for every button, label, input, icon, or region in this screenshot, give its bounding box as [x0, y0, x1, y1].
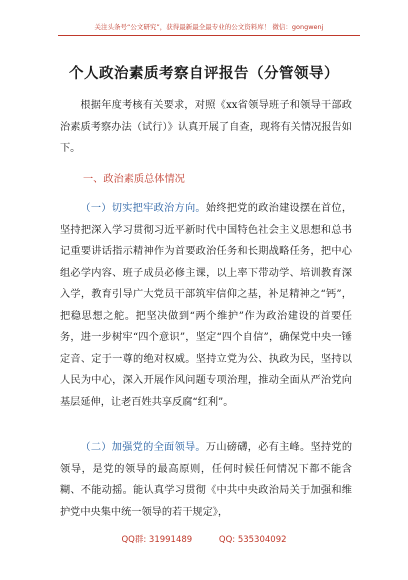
item-1-lead: （一）切实把牢政治方向。 — [80, 203, 206, 214]
header-banner: 关注头条号“公文研究”，获得最新最全最专业的公文资料库！ 微信：gongwenj — [94, 23, 324, 31]
section-heading: 一、政治素质总体情况 — [83, 174, 185, 185]
footer-qq-group: QQ群: 31991489 — [121, 535, 193, 545]
footer-qq: QQ: 535304092 — [218, 535, 287, 545]
item-2-lead: （二）加强党的全面领导。 — [80, 442, 206, 453]
header-divider — [58, 35, 360, 36]
item-1-body: 始终把党的政治建设摆在首位，坚持把深入学习贯彻习近平新时代中国特色社会主义思想和总书记重要讲话指示精神作为首要政治任务和长期战略任务，把中心组必学内容、班子成员必修主课，以上率下带动学、培训教育深入学，教育引导广大党员干部筑牢信仰之基，补足精神之“钙”，把稳思想之舵。把坚决做到“两个维护”作为政治建设的首要任务，进一步树牢“四个意识”，坚定“四个自信”，确保党中央一锤定音、定于一尊的绝对权威。坚持立党为公、执政为民，坚持以人民为中心，深入开展作风问题专项治理，推动全面从严治党向基层延伸，让老百姓共享反腐“红利”。 — [60, 203, 353, 408]
document-title: 个人政治素质考察自评报告（分管领导） — [69, 65, 339, 82]
item-2-paragraph — [60, 437, 352, 523]
footer-contacts — [0, 533, 408, 545]
item-2-body: 万山磅礴，必有主峰。坚持党的领导，是党的领导的最高原则，任何时候任何情况下都不能含糊、不能动摇。能认真学习贯彻《中共中央政治局关于加强和维护党中央集中统一领导的若干规定》， — [60, 442, 353, 518]
intro-paragraph: 根据年度考核有关要求，对照《xx省领导班子和领导干部政治素质考察办法（试行）》认真开展了自查，现将有关情况报告如下。 — [60, 100, 352, 154]
item-1-paragraph — [60, 198, 352, 413]
